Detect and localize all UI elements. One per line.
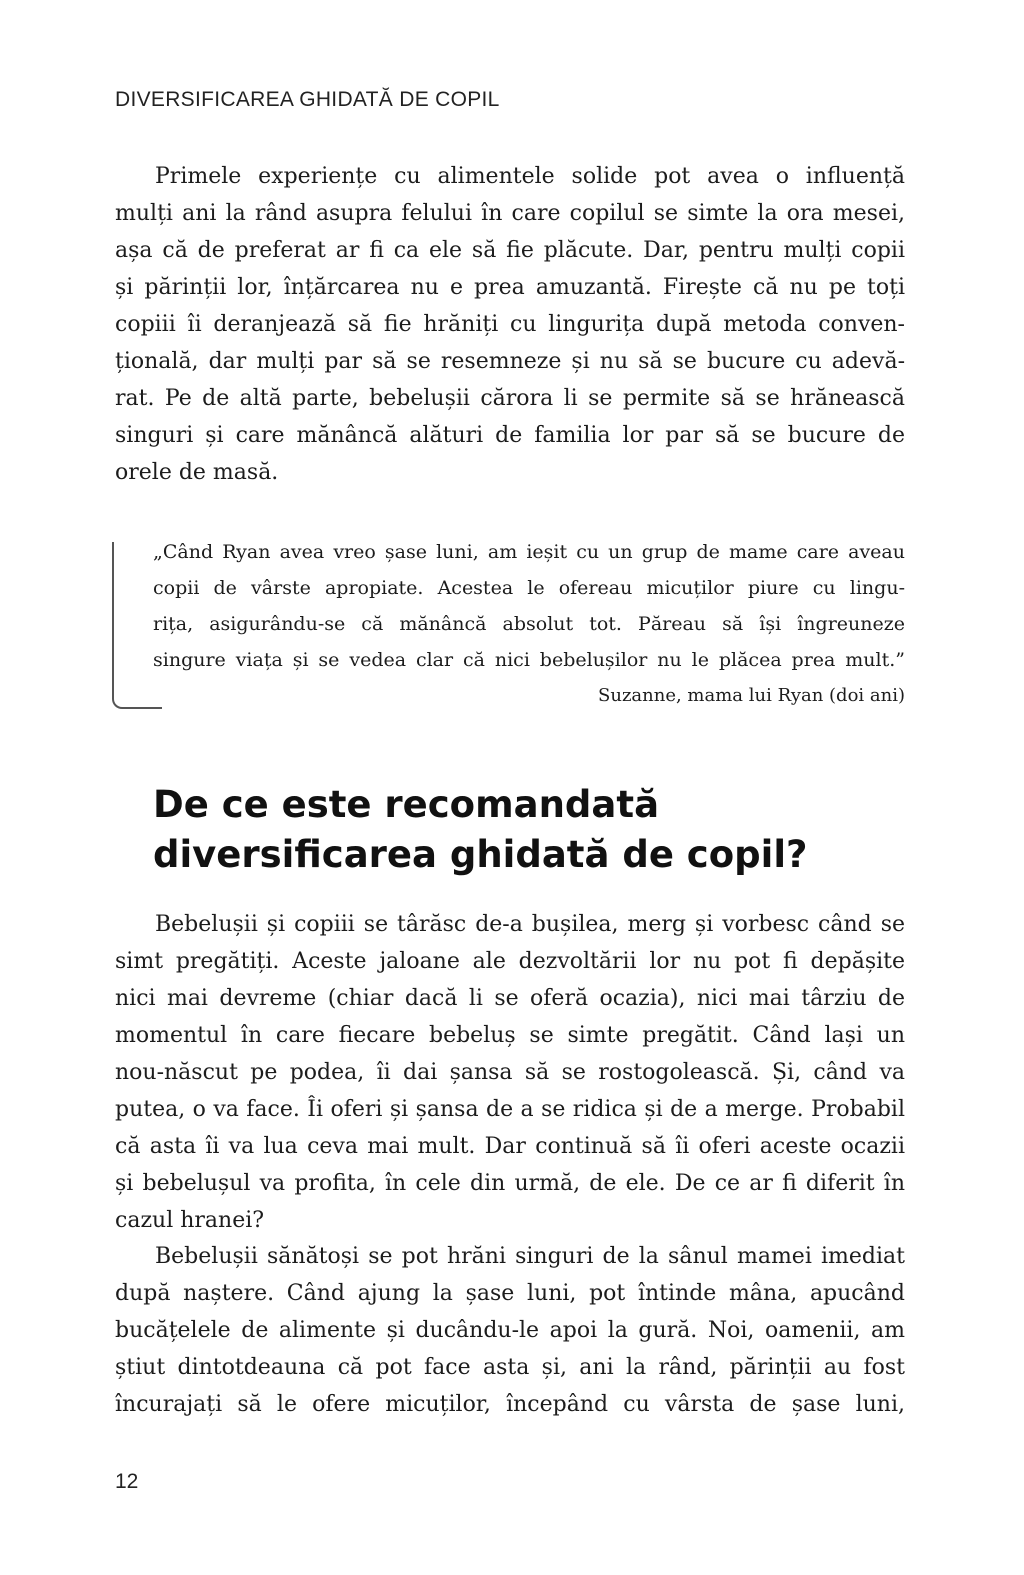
paragraph-line: singuri și care mănâncă alături de familia lor par să se bucure de: [115, 423, 905, 448]
paragraph-line: bucățelele de alimente și ducându-le apoi la gură. Noi, oamenii, am: [115, 1318, 905, 1343]
paragraph-line: încurajați să le ofere micuților, începând cu vârsta de șase luni,: [115, 1392, 905, 1417]
paragraph-line: și bebelușul va profita, în cele din urmă, de ele. De ce ar fi diferit în: [115, 1171, 905, 1196]
paragraph-line: momentul în care fiecare bebeluș se simte pregătit. Când lași un: [115, 1023, 905, 1048]
paragraph-line: copiii îi deranjează să fie hrăniți cu lingurița după metoda conven-: [115, 312, 905, 337]
paragraph-1: [115, 158, 905, 491]
quote-line: rița, asigurându-se că mănâncă absolut tot. Păreau să își îngreuneze: [153, 613, 905, 635]
paragraph-line: știut dintotdeauna că pot face asta și, ani la rând, părinții au fost: [115, 1355, 905, 1380]
section-heading: [153, 780, 913, 880]
paragraph-line: rat. Pe de altă parte, bebelușii cărora li se permite să se hrănească: [115, 386, 905, 411]
paragraph-line: simt pregătiți. Aceste jaloane ale dezvoltării lor nu pot fi depășite: [115, 949, 905, 974]
paragraph-line: după naștere. Când ajung la șase luni, pot întinde mâna, apucând: [115, 1281, 905, 1306]
paragraph-line: așa că de preferat ar fi ca ele să fie plăcute. Dar, pentru mulți copii: [115, 238, 905, 263]
running-header: DIVERSIFICAREA GHIDATĂ DE COPIL: [115, 88, 500, 111]
paragraph-line: mulți ani la rând asupra felului în care copilul se simte la ora mesei,: [115, 201, 905, 226]
quote-line: singure viața și se vedea clar că nici bebelușilor nu le plăcea prea mult.”: [153, 649, 905, 671]
paragraph-2: [115, 906, 905, 1239]
paragraph-line: putea, o va face. Îi oferi și șansa de a se ridica și de a merge. Probabil: [115, 1097, 905, 1122]
paragraph-line: că asta îi va lua ceva mai mult. Dar continuă să îi oferi aceste ocazii: [115, 1134, 905, 1159]
paragraph-line: țională, dar mulți par să se resemneze și nu să se bucure cu adevă-: [115, 349, 905, 374]
paragraph-line: Primele experiențe cu alimentele solide pot avea o influență: [155, 164, 905, 189]
paragraph-line: Bebelușii și copiii se târăsc de-a bușilea, merg și vorbesc când se: [155, 912, 905, 937]
paragraph-line: orele de masă.: [115, 460, 279, 485]
quote-line: copii de vârste apropiate. Acestea le ofereau micuților piure cu lingu-: [153, 577, 905, 599]
quote-attribution: Suzanne, mama lui Ryan (doi ani): [598, 685, 905, 706]
page-number: 12: [115, 1470, 139, 1493]
paragraph-3: [115, 1238, 905, 1423]
paragraph-line: nou-născut pe podea, îi dai șansa să se rostogolească. Și, când va: [115, 1060, 905, 1085]
paragraph-line: cazul hranei?: [115, 1208, 265, 1233]
paragraph-line: Bebelușii sănătoși se pot hrăni singuri de la sânul mamei imediat: [155, 1244, 905, 1269]
heading-line-1: De ce este recomandată: [153, 783, 660, 826]
quote-line: „Când Ryan avea vreo șase luni, am ieșit cu un grup de mame care aveau: [153, 541, 905, 563]
paragraph-line: și părinții lor, înțărcarea nu e prea amuzantă. Firește că nu pe toți: [115, 275, 905, 300]
heading-line-2: diversificarea ghidată de copil?: [153, 833, 808, 876]
testimonial-quote: [153, 534, 905, 678]
paragraph-line: nici mai devreme (chiar dacă li se oferă ocazia), nici mai târziu de: [115, 986, 905, 1011]
